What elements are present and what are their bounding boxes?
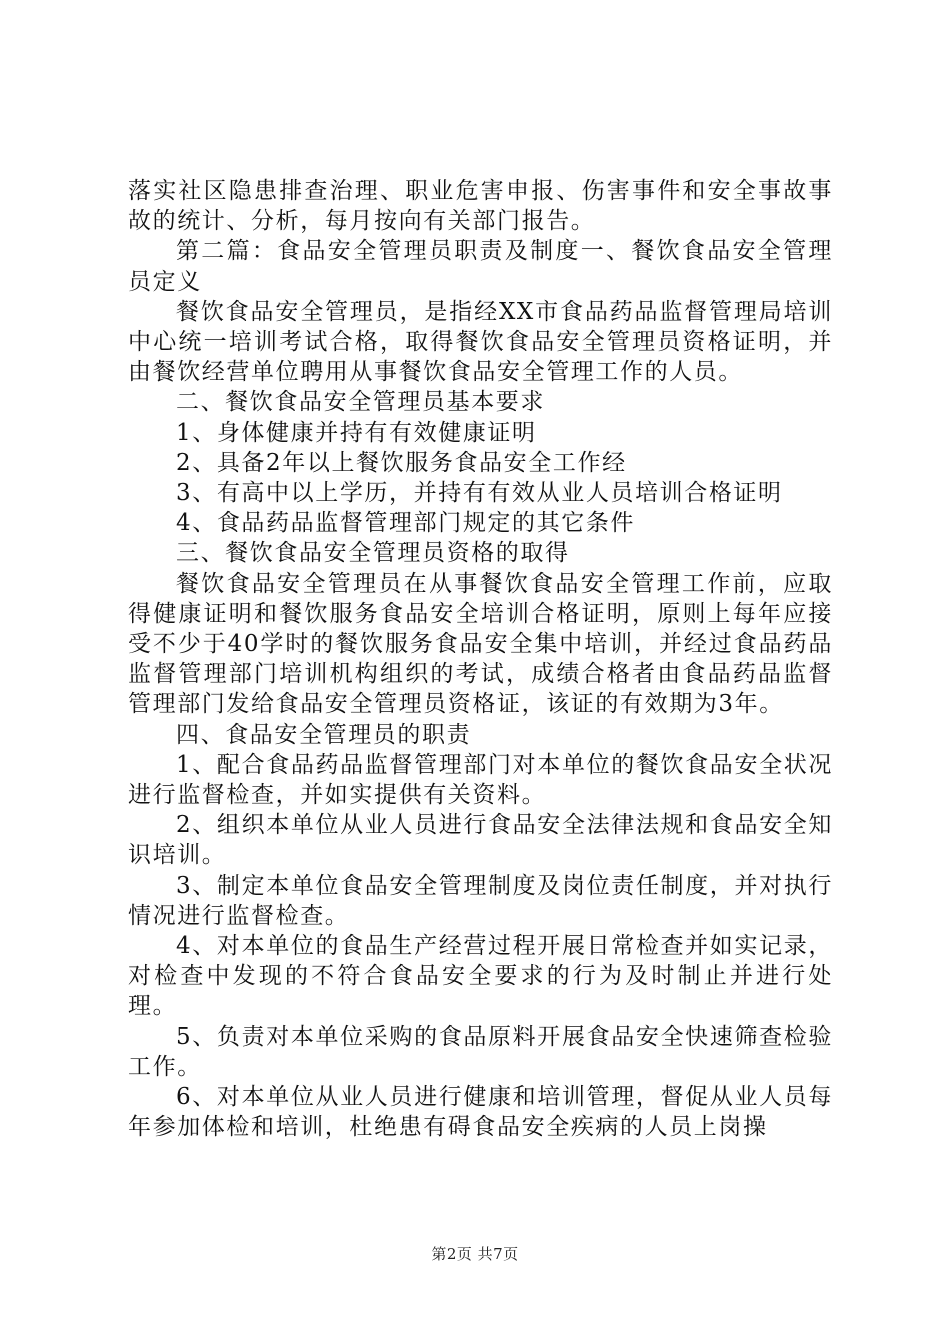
page-number-footer: 第2页 共7页 [431,1245,519,1263]
paragraph-definition: 餐饮食品安全管理员，是指经XX市食品药品监督管理局培训中心统一培训考试合格，取得餐饮食品安全管理员资格证明，并由餐饮经营单位聘用从事餐饮食品安全管理工作的人员。 [128,298,833,386]
list-item-duty-6: 6、对本单位从业人员进行健康和培训管理，督促从业人员每年参加体检和培训，杜绝患有碍食品安全疾病的人员上岗操 [128,1084,833,1141]
heading-basic-requirements: 二、餐饮食品安全管理员基本要求 [176,389,545,416]
list-item-duty-2: 2、组织本单位从业人员进行食品安全法律法规和食品安全知识培训。 [128,812,833,869]
list-item-requirement-4: 4、食品药品监督管理部门规定的其它条件 [176,510,636,537]
document-body [128,176,833,1143]
heading-qualification: 三、餐饮食品安全管理员资格的取得 [176,540,570,567]
list-item-duty-1: 1、配合食品药品监督管理部门对本单位的餐饮食品安全状况进行监督检查，并如实提供有关资料。 [128,751,833,809]
list-item-duty-5: 5、负责对本单位采购的食品原料开展食品安全快速筛查检验工作。 [128,1023,833,1080]
list-item-requirement-3: 3、有高中以上学历，并持有有效从业人员培训合格证明 [176,480,783,507]
list-item-requirement-2: 2、具备2年以上餐饮服务食品安全工作经 [176,449,627,476]
paragraph-section-title: 第二篇：食品安全管理员职责及制度一、餐饮食品安全管理员定义 [128,238,833,295]
heading-duties: 四、食品安全管理员的职责 [176,721,472,748]
list-item-duty-4: 4、对本单位的食品生产经营过程开展日常检查并如实记录，对检查中发现的不符合食品安全要求的行为及时制止并进行处理。 [128,933,833,1020]
list-item-requirement-1: 1、身体健康并持有有效健康证明 [176,419,537,446]
paragraph-qualification: 餐饮食品安全管理员在从事餐饮食品安全管理工作前，应取得健康证明和餐饮服务食品安全培训合格证明，原则上每年应接受不少于40学时的餐饮服务食品安全集中培训，并经过食品药品监督管理部门培训机构组织的考试，成绩合格者由食品药品监督管理部门发给食品安全管理员资格证，该证的有效期为3年。 [128,570,833,718]
paragraph-intro: 落实社区隐患排查治理、职业危害申报、伤害事件和安全事故事故的统计、分析，每月按向有关部门报告。 [128,178,833,235]
list-item-duty-3: 3、制定本单位食品安全管理制度及岗位责任制度，并对执行情况进行监督检查。 [128,872,833,929]
